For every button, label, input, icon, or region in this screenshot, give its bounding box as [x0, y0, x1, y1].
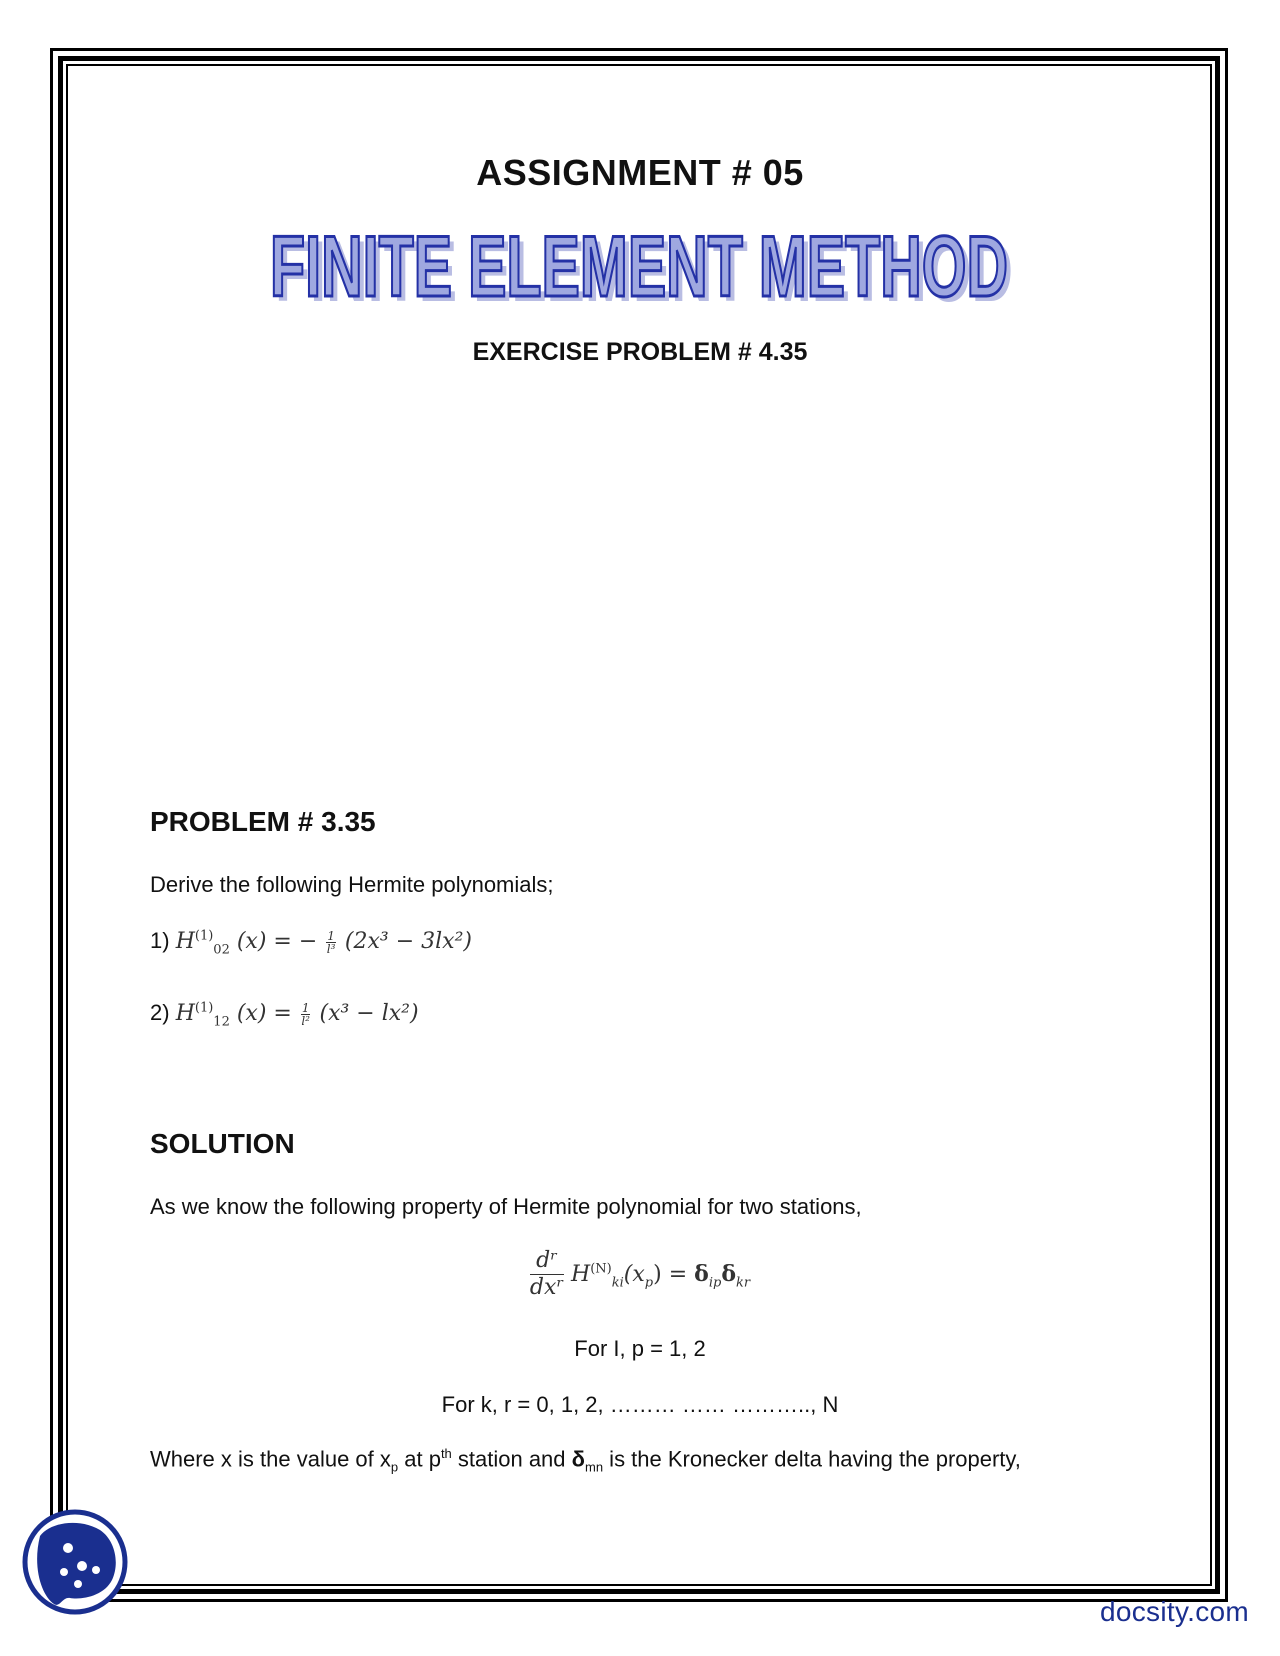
equation-2: [150, 1000, 419, 1029]
where-part3: station and: [451, 1446, 572, 1472]
eq1-arg: (x) = −: [236, 929, 318, 954]
eq1-sup: (1): [194, 928, 214, 944]
exercise-title: EXERCISE PROBLEM # 4.35: [472, 338, 808, 366]
eq2-sub: 12: [213, 1014, 230, 1030]
eq2-frac-den: l²: [301, 1013, 310, 1028]
assignment-title: ASSIGNMENT # 05: [476, 152, 804, 193]
condition-i-p: For I, p = 1, 2: [574, 1336, 706, 1361]
eq2-rhs: (x³ − lx²): [319, 1001, 419, 1026]
docsity-watermark[interactable]: docsity.com: [1100, 1596, 1250, 1627]
delta-ip-sub: ip: [708, 1274, 722, 1290]
eq2-frac-num: 1: [301, 1000, 310, 1015]
delta-ip: δ: [694, 1260, 709, 1287]
equation-2-number: 2): [150, 1000, 170, 1025]
where-delta: δ: [571, 1446, 585, 1472]
docsity-logo-icon[interactable]: [20, 1508, 130, 1616]
hermite-arg-close: ) =: [653, 1261, 695, 1287]
where-sub-p: p: [390, 1459, 399, 1475]
delta-kr-sub: kr: [736, 1274, 751, 1290]
eq2-sup: (1): [194, 1000, 214, 1016]
eq1-rhs: (2x³ − 3lx²): [344, 929, 472, 954]
hermite-sub: ki: [611, 1274, 624, 1290]
eq1-sub: 02: [213, 942, 230, 958]
where-statement: [150, 1446, 1021, 1475]
hermite-func: H: [571, 1261, 591, 1287]
solution-intro: As we know the following property of Hermite polynomial for two stations,: [150, 1194, 862, 1219]
hermite-arg-sub: p: [644, 1274, 654, 1290]
eq2-fraction: [301, 1002, 311, 1027]
eq1-frac-num: 1: [327, 928, 335, 943]
eq2-func: H: [175, 1001, 195, 1026]
course-title-shadow: FINITE ELEMENT METHOD: [275, 224, 1013, 308]
where-part1: Where x is the value of x: [150, 1446, 391, 1472]
eq1-func: H: [175, 929, 195, 954]
course-title-wordart: [262, 218, 1022, 308]
problem-prompt: Derive the following Hermite polynomials;: [150, 872, 554, 897]
where-delta-sub: mn: [585, 1459, 604, 1475]
delta-kr: δ: [721, 1260, 736, 1287]
where-sup-th: th: [440, 1446, 452, 1461]
derivative-fraction: [530, 1248, 564, 1301]
derivative-num: dʳ: [530, 1248, 564, 1275]
eq1-fraction: [326, 930, 336, 955]
hermite-sup: (N): [590, 1261, 612, 1277]
problem-heading: PROBLEM # 3.35: [150, 806, 376, 837]
equation-1: [150, 928, 472, 957]
condition-k-r: For k, r = 0, 1, 2, ……… …… ……….., N: [441, 1392, 839, 1417]
derivative-den: dxʳ: [529, 1275, 565, 1300]
hermite-arg: (x: [623, 1261, 645, 1287]
course-title-text: FINITE ELEMENT METHOD: [270, 219, 1008, 308]
eq1-frac-den: l³: [326, 941, 336, 956]
hermite-property-equation: [0, 1248, 1280, 1301]
solution-heading: SOLUTION: [150, 1128, 295, 1159]
where-part4: is the Kronecker delta having the property,: [603, 1446, 1021, 1472]
where-part2: at p: [398, 1446, 441, 1472]
equation-1-number: 1): [150, 928, 170, 953]
eq2-arg: (x) =: [236, 1001, 292, 1026]
